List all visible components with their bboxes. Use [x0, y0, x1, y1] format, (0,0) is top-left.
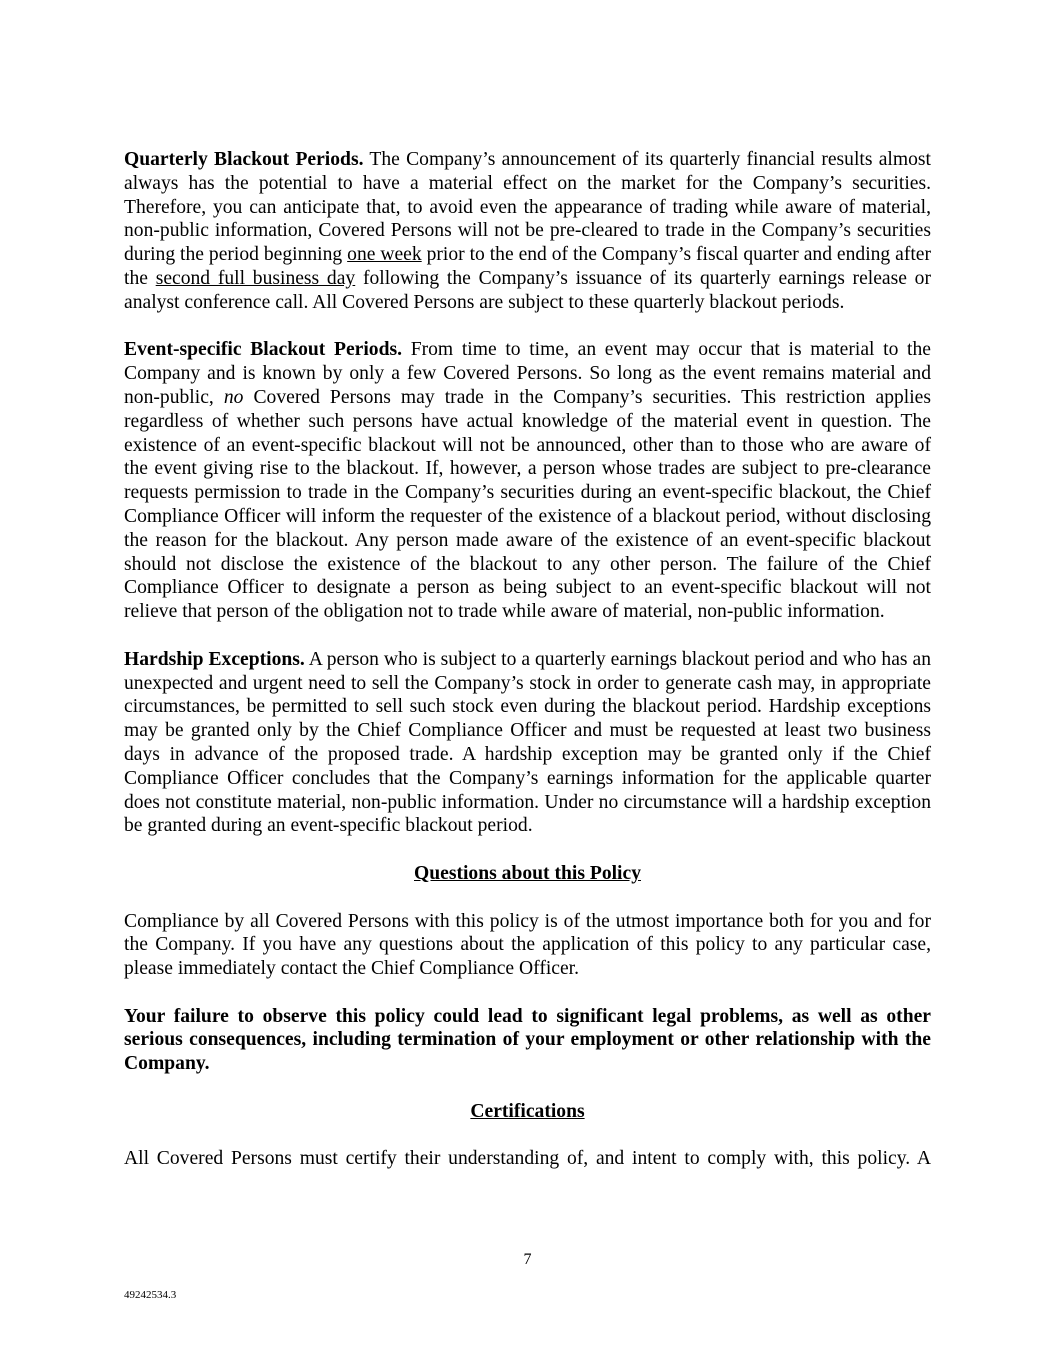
event-text-2: Covered Persons may trade in the Company’s securities. This restriction applies regardless of whether such persons have actual knowledge of the material event in question. The existence of an event-specific blackout will not be announced, other than to those who are aware of the event giving rise to the blackout. If, however, a person whose trades are subject to pre-clearance requests permission to trade in the Company’s securities during an event-specific blackout, the Chief Compliance Officer will inform the requester of the existence of a blackout period, without disclosing the reason for the blackout. Any person made aware of the existence of an event-specific blackout should not disclose the existence of the blackout to any other person. The failure of the Chief Compliance Officer to designate a person as being subject to an event-specific blackout will not relieve that person of the obligation not to trade while aware of material, non-public information.	[124, 386, 931, 623]
quarterly-blackout-paragraph	[124, 148, 931, 315]
quarterly-text-1: The Company’s announcement of its quarterly financial results almost always has the potential to have a material effect on the market for the Company’s securities. Therefore, you can anticipate that, to avoid even the appearance of trading while aware of material, non-public information, Covered Persons will not be pre-cleared to trade in the Company’s securities during the period beginning	[124, 149, 931, 266]
certifications-heading: Certifications	[470, 1100, 585, 1122]
quarterly-underline-1: one week	[347, 244, 422, 266]
hardship-paragraph	[124, 648, 931, 838]
quarterly-text-2: prior to the end of the Company’s fiscal quarter and ending after the	[124, 244, 932, 289]
quarterly-underline-2: second full business day	[155, 267, 356, 289]
warning-paragraph: Your failure to observe this policy could lead to significant legal problems, as well as other serious consequences, including termination of your employment or other relationship with the Company.	[124, 1005, 931, 1075]
hardship-title: Hardship Exceptions.	[124, 648, 305, 670]
document-body	[124, 148, 931, 1171]
quarterly-blackout-title: Quarterly Blackout Periods.	[124, 149, 364, 170]
event-blackout-paragraph	[124, 338, 931, 624]
questions-paragraph: Compliance by all Covered Persons with this policy is of the utmost importance both for you and for the Company. If you have any questions about the application of this policy to any particular case, please immediately contact the Chief Compliance Officer.	[124, 910, 931, 980]
event-blackout-title: Event-specific Blackout Periods.	[124, 339, 403, 361]
certifications-paragraph: All Covered Persons must certify their understanding of, and intent to comply with, this policy. A	[124, 1148, 931, 1170]
event-text-1: From time to time, an event may occur that is material to the Company and is known by only a few Covered Persons. So long as the event remains material and non-public,	[124, 339, 931, 408]
document-id: 49242534.3	[124, 1289, 177, 1301]
hardship-text: A person who is subject to a quarterly earnings blackout period and who has an unexpected and urgent need to sell the Company’s stock in order to generate cash may, in appropriate circumstances, be permitted to sell such stock even during the blackout period. Hardship exceptions may be granted only by the Chief Compliance Officer and must be requested at least two business days in advance of the proposed trade. A hardship exception may be granted only if the Chief Compliance Officer concludes that the Company’s earnings information for the applicable quarter does not constitute material, non-public information. Under no circumstance will a hardship exception be granted during an event-specific blackout period.	[124, 648, 931, 837]
page-number: 7	[523, 1251, 532, 1268]
questions-heading: Questions about this Policy	[414, 862, 641, 884]
quarterly-text-3: following the Company’s issuance of its quarterly earnings release or analyst conference call. All Covered Persons are subject to these quarterly blackout periods.	[124, 267, 932, 313]
event-italic-no: no	[223, 386, 244, 408]
